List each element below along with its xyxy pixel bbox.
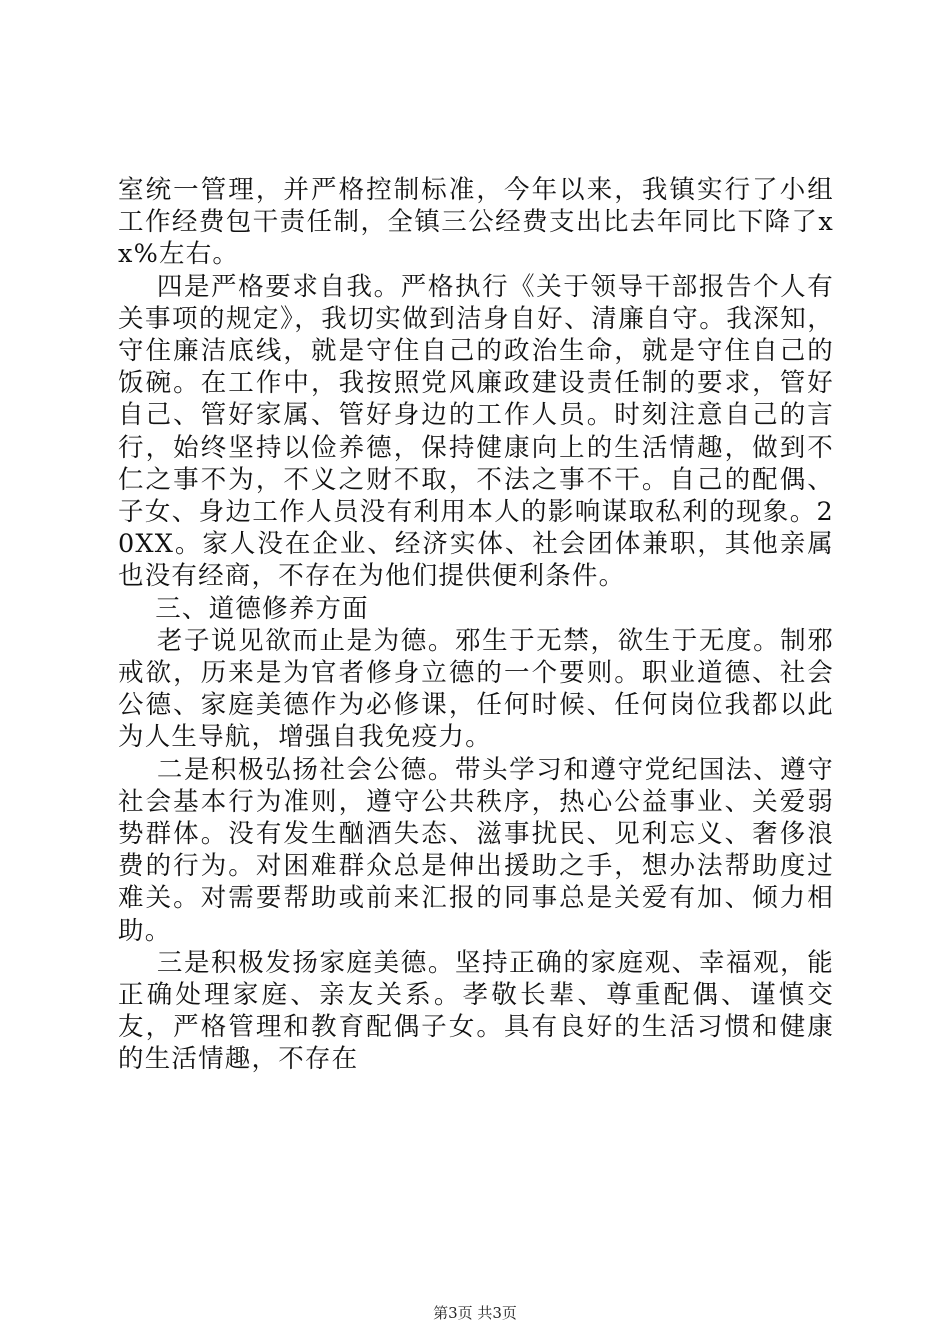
paragraph-laozi-virtue: 老子说见欲而止是为德。邪生于无禁，欲生于无度。制邪戒欲，历来是为官者修身立德的一个要则。职业道德、社会公德、家庭美德作为必修课，任何时候、任何岗位我都以此为人生导航，增强自我免疫力。 (118, 625, 834, 753)
paragraph-self-discipline: 四是严格要求自我。严格执行《关于领导干部报告个人有关事项的规定》，我切实做到洁身自好、清廉自守。我深知，守住廉洁底线，就是守住自己的政治生命，就是守住自己的饭碗。在工作中，我按照党风廉政建设责任制的要求，管好自己、管好家属、管好身边的工作人员。时刻注意自己的言行，始终坚持以俭养德，保持健康向上的生活情趣，做到不仁之事不为，不义之财不取，不法之事不干。自己的配偶、子女、身边工作人员没有利用本人的影响谋取私利的现象。20XX。家人没在企业、经济实体、社会团体兼职，其他亲属也没有经商，不存在为他们提供便利条件。 (118, 271, 834, 592)
section-heading-moral-cultivation: 三、道德修养方面 (118, 593, 369, 624)
page-footer: 第3页 共3页 (433, 1304, 517, 1322)
document-body (118, 174, 834, 1076)
paragraph-social-morality: 二是积极弘扬社会公德。带头学习和遵守党纪国法、遵守社会基本行为准则，遵守公共秩序，热心公益事业、关爱弱势群体。没有发生酗酒失态、滋事扰民、见利忘义、奢侈浪费的行为。对困难群众总是伸出援助之手，想办法帮助度过难关。对需要帮助或前来汇报的同事总是关爱有加、倾力相助。 (118, 754, 834, 946)
paragraph-budget-control: 室统一管理，并严格控制标准，今年以来，我镇实行了小组工作经费包干责任制，全镇三公经费支出比去年同比下降了xx%左右。 (118, 175, 834, 270)
paragraph-family-virtue: 三是积极发扬家庭美德。坚持正确的家庭观、幸福观，能正确处理家庭、亲友关系。孝敬长辈、尊重配偶、谨慎交友，严格管理和教育配偶子女。具有良好的生活习惯和健康的生活情趣，不存在 (118, 947, 834, 1075)
